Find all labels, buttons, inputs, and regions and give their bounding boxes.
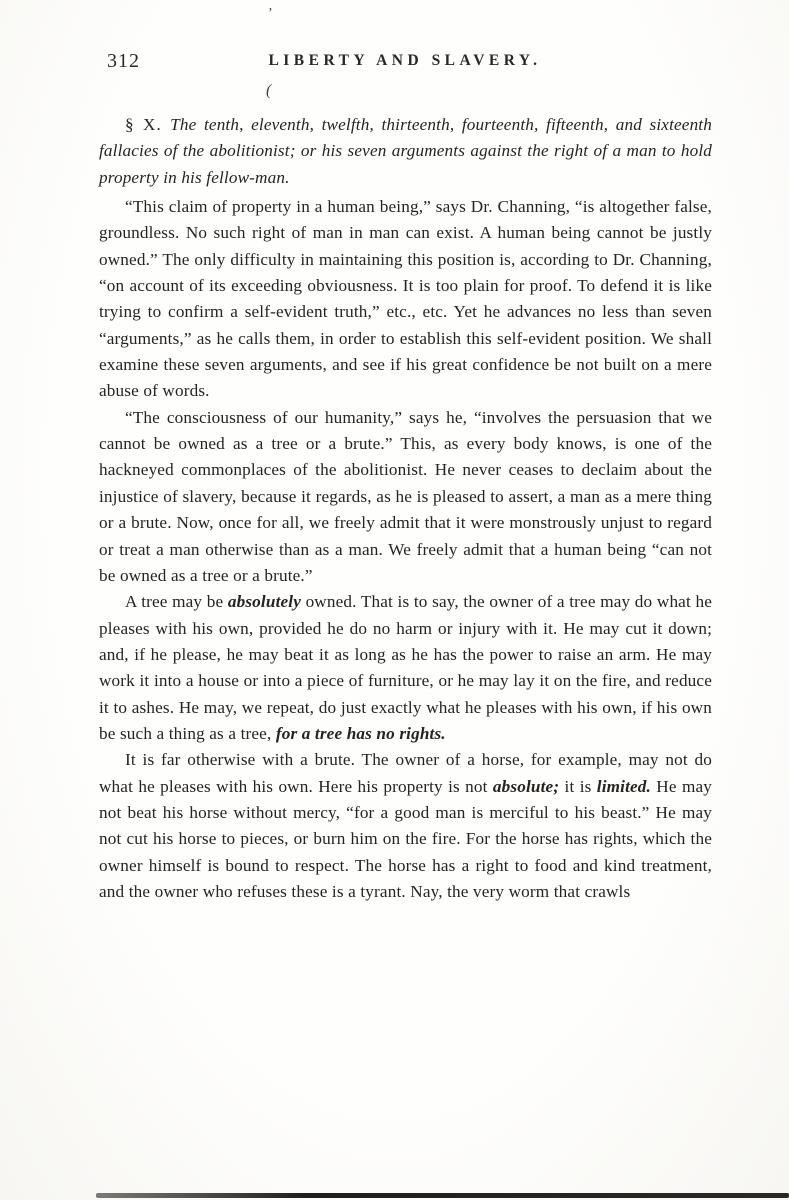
emphasis-absolutely: absolutely [227, 592, 301, 612]
ink-speck-under-head: ( [266, 82, 272, 99]
paragraph-brute-ownership [99, 747, 712, 905]
running-head: LIBERTY AND SLAVERY. [268, 52, 542, 69]
text-run: A tree may be [125, 592, 228, 612]
paragraph-tree-ownership [99, 589, 712, 747]
section-heading-text: The tenth, eleventh, twelfth, thirteenth, fourteenth, fifteenth, and sixteenth fallacies of the abolitionist; or his seven arguments against the right of a man to hold property in his fellow-man. [99, 115, 712, 187]
scan-edge-artifact [96, 1193, 789, 1198]
emphasis-tree-no-rights: for a tree has no rights. [275, 723, 446, 743]
section-mark: § X. [125, 115, 171, 134]
page-header [99, 48, 711, 78]
text-run: He may not beat his horse without mercy, “for a good man is merciful to his beast.” He may not cut his horse to pieces, or burn him on the fire. For the horse has rights, which the owner himself is bound to respect. The horse has a right to food and kind treatment, and the owner who refuses these is a tyrant. Nay, the very worm that crawls [99, 776, 712, 901]
ink-speck-top: ’ [268, 6, 273, 21]
paragraph-channing-claim [99, 194, 712, 405]
paragraph-consciousness [99, 405, 712, 589]
emphasis-limited: limited. [596, 776, 651, 796]
text-run: it is [559, 776, 597, 796]
text-run: It is far otherwise with a brute. The owner of a horse, for example, may not do what he pleases with his own. Here his property is not [99, 750, 712, 796]
page-body [99, 112, 712, 905]
text-run: “The consciousness of our humanity,” says he, “involves the persuasion that we cannot be owned as a tree or a brute.” This, as every body knows, is one of the hackneyed commonplaces of the abolitionist. He never ceases to declaim about the injustice of slavery, because it regards, as he is pleased to assert, a man as a mere thing or a brute. Now, once for all, we freely admit that it were monstrously unjust to regard or treat a man otherwise than as a man. We freely admit that a human being “can not be owned as a tree or a brute.” [99, 407, 712, 585]
page-number: 312 [107, 50, 140, 72]
section-heading [99, 112, 712, 191]
emphasis-absolute: absolute; [492, 776, 560, 796]
text-run: “This claim of property in a human being,” says Dr. Channing, “is altogether false, groundless. No such right of man in man can exist. A human being cannot be justly owned.” The only difficulty in maintaining this position is, according to Dr. Channing, “on account of its exceeding obviousness. It is too plain for proof. To defend it is like trying to confirm a self-evident truth,” etc., etc. Yet he advances no less than seven “arguments,” as he calls them, in order to establish this self-evident position. We shall examine these seven arguments, and see if his great confidence be not built on a mere abuse of words. [99, 197, 712, 401]
text-run: owned. That is to say, the owner of a tree may do what he pleases with his own, provided he do no harm or injury with it. He may cut it down; and, if he please, he may beat it as long as he has the power to raise an arm. He may work it into a house or into a piece of furniture, or he may lay it on the fire, and reduce it to ashes. He may, we repeat, do just exactly what he pleases with his own, if his own be such a thing as a tree, [99, 592, 712, 743]
